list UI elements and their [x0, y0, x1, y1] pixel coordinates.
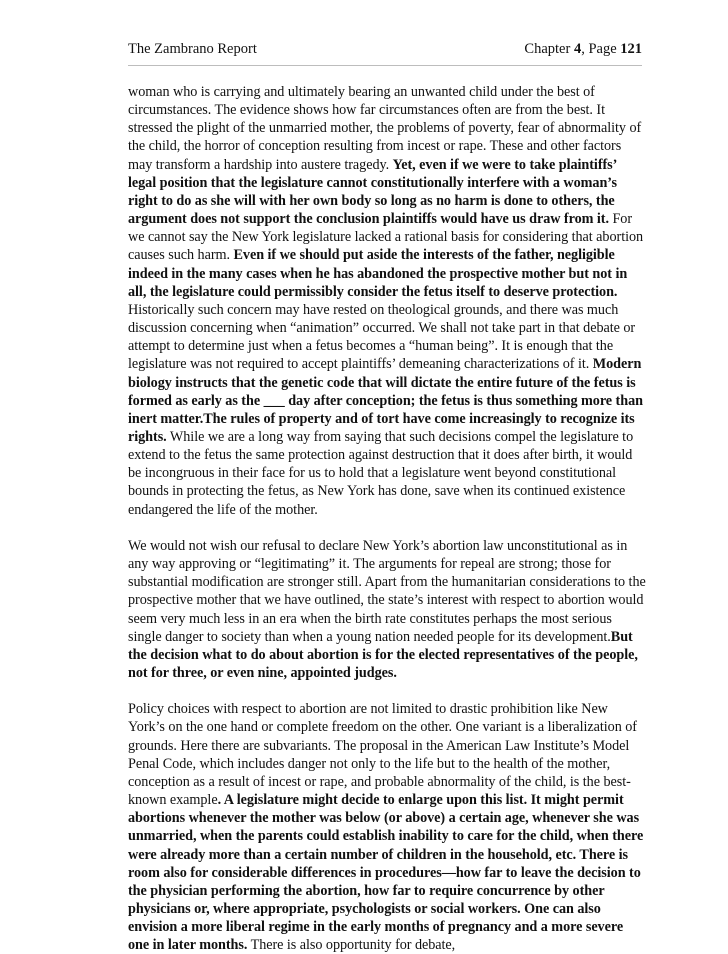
page-label: , Page [581, 41, 621, 57]
text-segment: For we cannot say the New York legislature lacked a rational basis for considering that abortion causes such harm. [128, 211, 644, 264]
report-title: The Zambrano Report [128, 41, 257, 57]
bold-text-segment: But the decision what to do about abortion is for the elected representatives of the people, not for three, or even nine, appointed judges. [128, 628, 638, 681]
header-divider [128, 65, 642, 66]
text-segment: We would not wish our refusal to declare New York’s abortion law unconstitutional as in any way approving or “legitimating” it. The arguments for repeal are strong; those for substantial modification are stronger still. Apart from the humanitarian considerations to the prospective mother that we have outlined, the state’s interest with respect to abortion would seem very much less in an era when the birth rate constitutes perhaps the most serious single danger to society than when a young nation needed people for its development. [128, 537, 646, 645]
bold-text-segment: Yet, even if we were to take plaintiffs’ legal position that the legislature cannot constitutionally interfere with a woman’s right to do as she will with her own body so long as no harm is done to others, the argument does not support the conclusion plaintiffs would have us draw from it. [128, 156, 617, 228]
paragraph-1 [128, 83, 646, 519]
paragraph-3 [128, 700, 646, 954]
body-text [128, 83, 646, 954]
chapter-page-label [524, 40, 642, 58]
text-segment: There is also opportunity for debate, [247, 937, 456, 954]
bold-text-segment: Even if we should put aside the interests of the father, negligible indeed in the many cases when he has abandoned the prospective mother but not in all, the legislature could permissibly consider the fetus itself to deserve protection. [128, 247, 628, 300]
text-segment: While we are a long way from saying that such decisions compel the legislature to extend to the fetus the same protection against destruction that it does after birth, it would be incongruous in their face for us to hold that a legislature went beyond constitutional bounds in protecting the fetus, as New York has done, save when its continued existence endangered the life of the mother. [128, 428, 634, 518]
bold-text-segment: . A legislature might decide to enlarge upon this list. It might permit abortions whenever the mother was below (or above) a certain age, whenever she was unmarried, when the parents could establish inability to care for the child, when there were already more than a certain number of children in the household, etc. There is room also for considerable differences in procedures—how far to leave the decision to the physician performing the abortion, how far to require concurrence by other physicians or, where appropriate, psychologists or social workers. One can also envision a more liberal regime in the early months of pregnancy and a more severe one in later months. [128, 792, 644, 954]
bold-text-segment: Modern biology instructs that the genetic code that will dictate the entire future of the fetus is formed as early as the ___ day after conception; the fetus is thus something more than inert matter.The rules of property and of tort have come increasingly to recognize its rights. [128, 356, 643, 445]
paragraph-2 [128, 537, 646, 682]
chapter-number: 4 [573, 41, 582, 57]
text-segment: Historically such concern may have rested on theological grounds, and there was much discussion concerning when “animation” occurred. We shall not take part in that debate or attempt to determine just when a fetus becomes a “human being”. It is enough that the legislature was not required to accept plaintiffs’ demeaning characterizations of it. [128, 301, 636, 373]
chapter-label: Chapter [524, 41, 574, 57]
text-segment: woman who is carrying and ultimately bearing an unwanted child under the best of circumstances. The evidence shows how far circumstances often are from the best. It stressed the plight of the unmarried mother, the problems of poverty, fear of abnormality of the child, the horror of conception resulting from incest or rape. These and other factors may transform a hardship into austere tragedy. [128, 84, 642, 173]
page-header [128, 40, 642, 62]
page-number: 121 [620, 41, 642, 57]
text-segment: Policy choices with respect to abortion are not limited to drastic prohibition like New York’s on the one hand or complete freedom on the other. One variant is a liberalization of grounds. Here there are subvariants. The proposal in the American Law Institute’s Model Penal Code, which includes danger not only to the life but to the health of the mother, conception as a result of incest or rape, and probable abnormality of the child, is the best-known example [128, 701, 637, 809]
